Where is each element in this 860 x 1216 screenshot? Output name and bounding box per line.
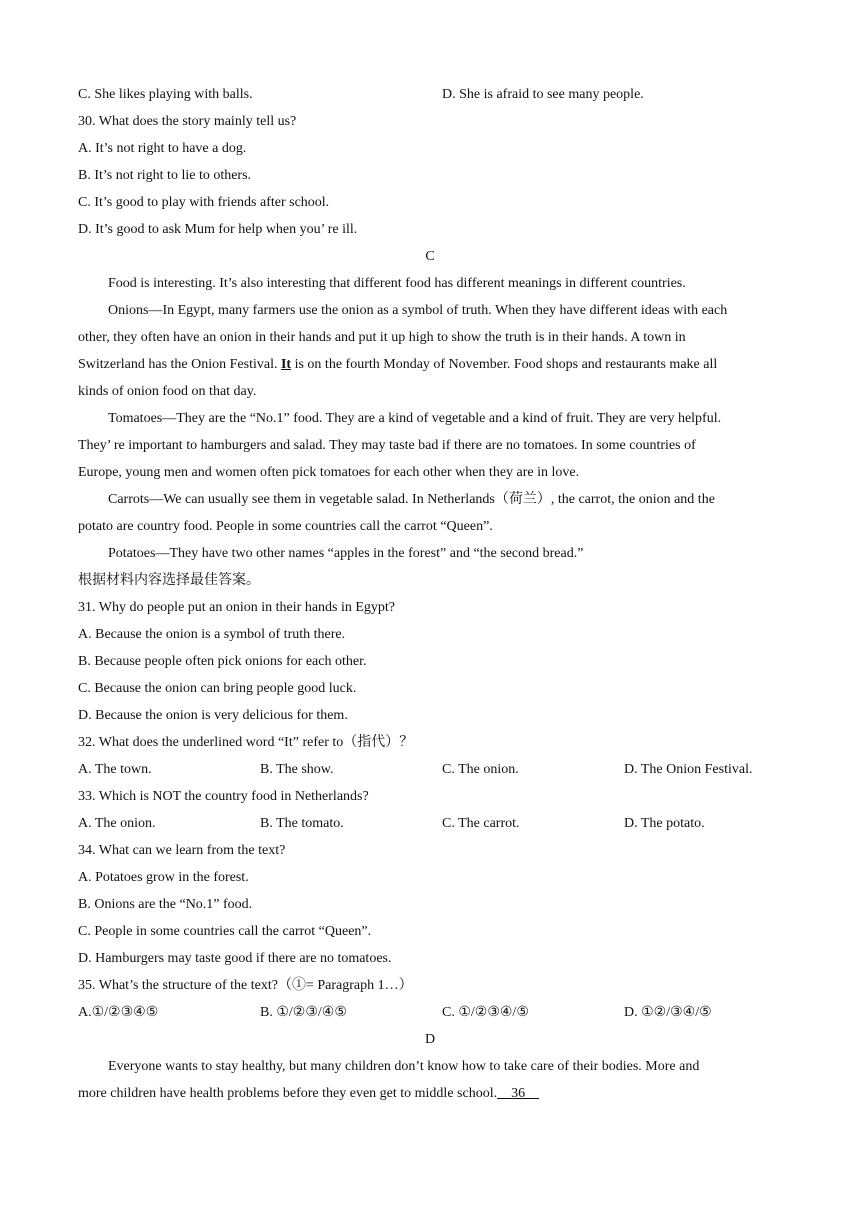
passage-text: is on the fourth Monday of November. Food shops and restaurants make all	[291, 357, 718, 372]
passage-d-line: Everyone wants to stay healthy, but many children don’t know how to take care of their bodies. More and	[108, 1059, 700, 1074]
passage-c-line: Europe, young men and women often pick tomatoes for each other when they are in love.	[78, 465, 580, 480]
section-d-heading: D	[424, 1032, 436, 1047]
passage-c-line: kinds of onion food on that day.	[78, 384, 257, 399]
q31-option-c: C. Because the onion can bring people good luck.	[78, 681, 357, 696]
passage-c-line: Carrots—We can usually see them in vegetable salad. In Netherlands（荷兰）, the carrot, the onion and the	[108, 492, 715, 507]
q30-stem: 30. What does the story mainly tell us?	[78, 114, 297, 129]
underlined-word-it: It	[280, 357, 292, 372]
passage-c-line: Food is interesting. It’s also interesting that different food has different meanings in different countries.	[108, 276, 686, 291]
q30-option-d: D. It’s good to ask Mum for help when you’ re ill.	[78, 222, 358, 237]
q30-option-b: B. It’s not right to lie to others.	[78, 168, 252, 183]
q34-option-c: C. People in some countries call the carrot “Queen”.	[78, 924, 372, 939]
passage-c-line: other, they often have an onion in their hands and put it up high to show the truth is in their hands. A town in	[78, 330, 686, 345]
passage-c-line: Potatoes—They have two other names “apples in the forest” and “the second bread.”	[108, 546, 584, 561]
instruction: 根据材料内容选择最佳答案。	[78, 573, 260, 588]
q33-option-b: B. The tomato.	[260, 816, 344, 831]
q33-stem: 33. Which is NOT the country food in Netherlands?	[78, 789, 369, 804]
passage-c-line: They’ re important to hamburgers and salad. They may taste bad if there are no tomatoes. In some countries of	[78, 438, 696, 453]
q29-option-d: D. She is afraid to see many people.	[442, 87, 644, 102]
q34-option-d: D. Hamburgers may taste good if there are no tomatoes.	[78, 951, 392, 966]
q33-option-a: A. The onion.	[78, 816, 156, 831]
blank-36: 36	[497, 1086, 540, 1101]
passage-c-line: Onions—In Egypt, many farmers use the onion as a symbol of truth. When they have different ideas with each	[108, 303, 728, 318]
passage-c-line: potato are country food. People in some countries call the carrot “Queen”.	[78, 519, 493, 534]
q34-stem: 34. What can we learn from the text?	[78, 843, 286, 858]
q35-stem: 35. What’s the structure of the text?（①= Paragraph 1…）	[78, 978, 413, 993]
q33-option-c: C. The carrot.	[442, 816, 520, 831]
q31-option-d: D. Because the onion is very delicious for them.	[78, 708, 348, 723]
q29-option-c: C. She likes playing with balls.	[78, 87, 253, 102]
q31-option-a: A. Because the onion is a symbol of truth there.	[78, 627, 346, 642]
q32-option-c: C. The onion.	[442, 762, 519, 777]
q33-option-d: D. The potato.	[624, 816, 705, 831]
passage-c-line	[78, 356, 717, 374]
q31-option-b: B. Because people often pick onions for each other.	[78, 654, 367, 669]
q32-option-b: B. The show.	[260, 762, 334, 777]
passage-text: Switzerland has the Onion Festival.	[78, 357, 281, 372]
q31-stem: 31. Why do people put an onion in their hands in Egypt?	[78, 600, 396, 615]
q34-option-b: B. Onions are the “No.1” food.	[78, 897, 253, 912]
passage-c-line: Tomatoes—They are the “No.1” food. They are a kind of vegetable and a kind of fruit. They are very helpful.	[108, 411, 722, 426]
q32-stem: 32. What does the underlined word “It” refer to（指代）？	[78, 735, 414, 750]
passage-d-line	[78, 1085, 539, 1103]
passage-text: more children have health problems before they even get to middle school.	[78, 1086, 498, 1101]
q35-option-c: C. ①/②③④/⑤	[442, 1005, 529, 1020]
q32-option-d: D. The Onion Festival.	[624, 762, 753, 777]
q35-option-b: B. ①/②③/④⑤	[260, 1005, 347, 1020]
q35-option-a: A.①/②③④⑤	[78, 1005, 159, 1020]
q35-option-d: D. ①②/③④/⑤	[624, 1005, 712, 1020]
q30-option-c: C. It’s good to play with friends after school.	[78, 195, 330, 210]
q30-option-a: A. It’s not right to have a dog.	[78, 141, 247, 156]
section-c-heading: C	[425, 249, 435, 264]
q34-option-a: A. Potatoes grow in the forest.	[78, 870, 249, 885]
q32-option-a: A. The town.	[78, 762, 152, 777]
